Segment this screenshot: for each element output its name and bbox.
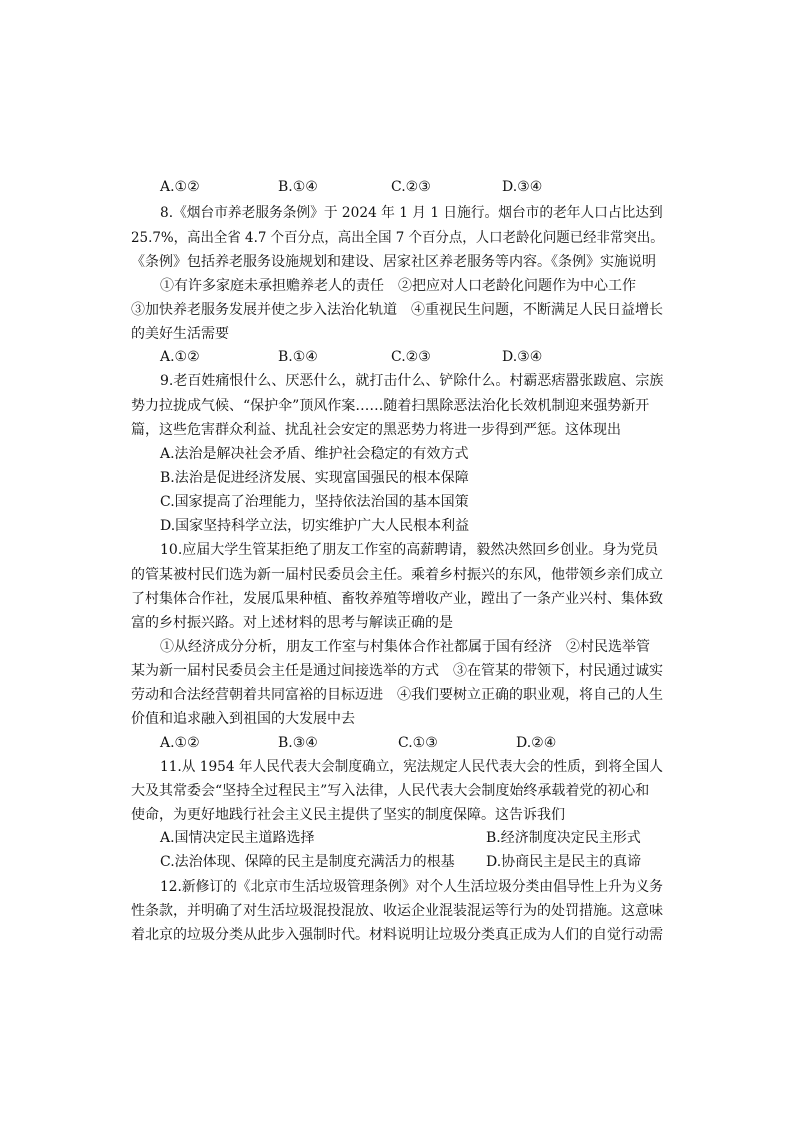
q8-stem-line: 8.《烟台市养老服务条例》于 2024 年 1 月 1 日施行。烟台市的老年人口占比达到 — [160, 205, 663, 221]
q8-option-c: C.②③ — [391, 349, 431, 365]
q9-stem-line: 篇，这些危害群众利益、扰乱社会安定的黑恶势力将进一步得到严惩。这体现出 — [131, 422, 621, 438]
q10-choice-line: 劳动和合法经营朝着共同富裕的目标迈进 ④我们要树立正确的职业观，将自己的人生 — [131, 687, 663, 703]
q11-option-d: D.协商民主是民主的真谛 — [486, 854, 642, 870]
q7-option-a: A.①② — [160, 179, 200, 195]
q10-stem-line: 了村集体合作社，发展瓜果种植、畜牧养殖等增收产业，蹚出了一条产业兴村、集体致 — [131, 591, 663, 607]
q7-option-d: D.③④ — [502, 179, 543, 195]
q11-stem-line: 大及其常委会“坚持全过程民主”写入法律，人民代表大会制度始终承载着党的初心和 — [131, 783, 650, 799]
q9-option-b: B.法治是促进经济发展、实现富国强民的根本保障 — [160, 470, 469, 486]
q8-stem-line: 《条例》包括养老服务设施规划和建设、居家社区养老服务等内容。《条例》实施说明 — [131, 254, 656, 270]
q10-stem-line: 的管某被村民们选为新一届村民委员会主任。乘着乡村振兴的东风，他带领乡亲们成立 — [131, 567, 663, 583]
q9-option-a: A.法治是解决社会矛盾、维护社会稳定的有效方式 — [160, 446, 469, 462]
q10-option-c: C.①③ — [398, 735, 438, 751]
q10-option-d: D.②④ — [516, 735, 557, 751]
q9-stem-line: 势力拉拢成气候、“保护伞”顶风作案……随着扫黑除恶法治化长效机制迎来强势新开 — [131, 398, 650, 414]
q8-choice-line: 的美好生活需要 — [131, 326, 229, 342]
q12-stem-line: 性条款，并明确了对生活垃圾混投混放、收运企业混装混运等行为的处罚措施。这意味 — [131, 903, 663, 919]
q8-choice-line: ①有许多家庭未承担赡养老人的责任 ②把应对人口老龄化问题作为中心工作 — [160, 278, 636, 294]
q11-option-a: A.国情决定民主道路选择 — [160, 830, 315, 846]
q11-stem-line: 使命，为更好地践行社会主义民主提供了坚实的制度保障。这告诉我们 — [131, 807, 565, 823]
q8-option-d: D.③④ — [502, 349, 543, 365]
q9-stem-line: 9.老百姓痛恨什么、厌恶什么，就打击什么、铲除什么。村霸恶痞嚣张跋扈、宗族 — [160, 373, 664, 389]
q8-option-b: B.①④ — [278, 349, 318, 365]
q10-option-a: A.①② — [160, 735, 200, 751]
q12-stem-line: 着北京的垃圾分类从此步入强制时代。材料说明让垃圾分类真正成为人们的自觉行动需 — [131, 927, 663, 943]
q7-option-c: C.②③ — [391, 179, 431, 195]
q8-choice-line: ③加快养老服务发展并使之步入法治化轨道 ④重视民生问题，不断满足人民日益增长 — [131, 302, 663, 318]
q10-stem-line: 富的乡村振兴路。对上述材料的思考与解读正确的是 — [131, 615, 453, 631]
q9-option-c: C.国家提高了治理能力，坚持依法治国的基本国策 — [160, 494, 469, 510]
q8-stem-line: 25.7%，高出全省 4.7 个百分点，高出全国 7 个百分点，人口老龄化问题已经非常突出。 — [131, 230, 664, 246]
q8-option-a: A.①② — [160, 349, 200, 365]
q12-stem-line: 12.新修订的《北京市生活垃圾管理条例》对个人生活垃圾分类由倡导性上升为义务 — [160, 879, 664, 895]
q10-choice-line: 价值和追求融入到祖国的大发展中去 — [131, 711, 355, 727]
q10-stem-line: 10.应届大学生管某拒绝了朋友工作室的高薪聘请，毅然决然回乡创业。身为党员 — [160, 542, 659, 558]
q10-choice-line: ①从经济成分分析，朋友工作室与村集体合作社都属于国有经济 ②村民选举管 — [160, 639, 650, 655]
q11-option-b: B.经济制度决定民主形式 — [486, 830, 641, 846]
q9-option-d: D.国家坚持科学立法，切实维护广大人民根本利益 — [160, 518, 470, 534]
q10-option-b: B.③④ — [278, 735, 318, 751]
q11-stem-line: 11.从 1954 年人民代表大会制度确立，宪法规定人民代表大会的性质，到将全国人 — [160, 759, 663, 775]
q7-option-b: B.①④ — [278, 179, 318, 195]
q10-choice-line: 某为新一届村民委员会主任是通过间接选举的方式 ③在管某的带领下，村民通过诚实 — [131, 663, 663, 679]
q11-option-c: C.法治体现、保障的民主是制度充满活力的根基 — [160, 854, 455, 870]
